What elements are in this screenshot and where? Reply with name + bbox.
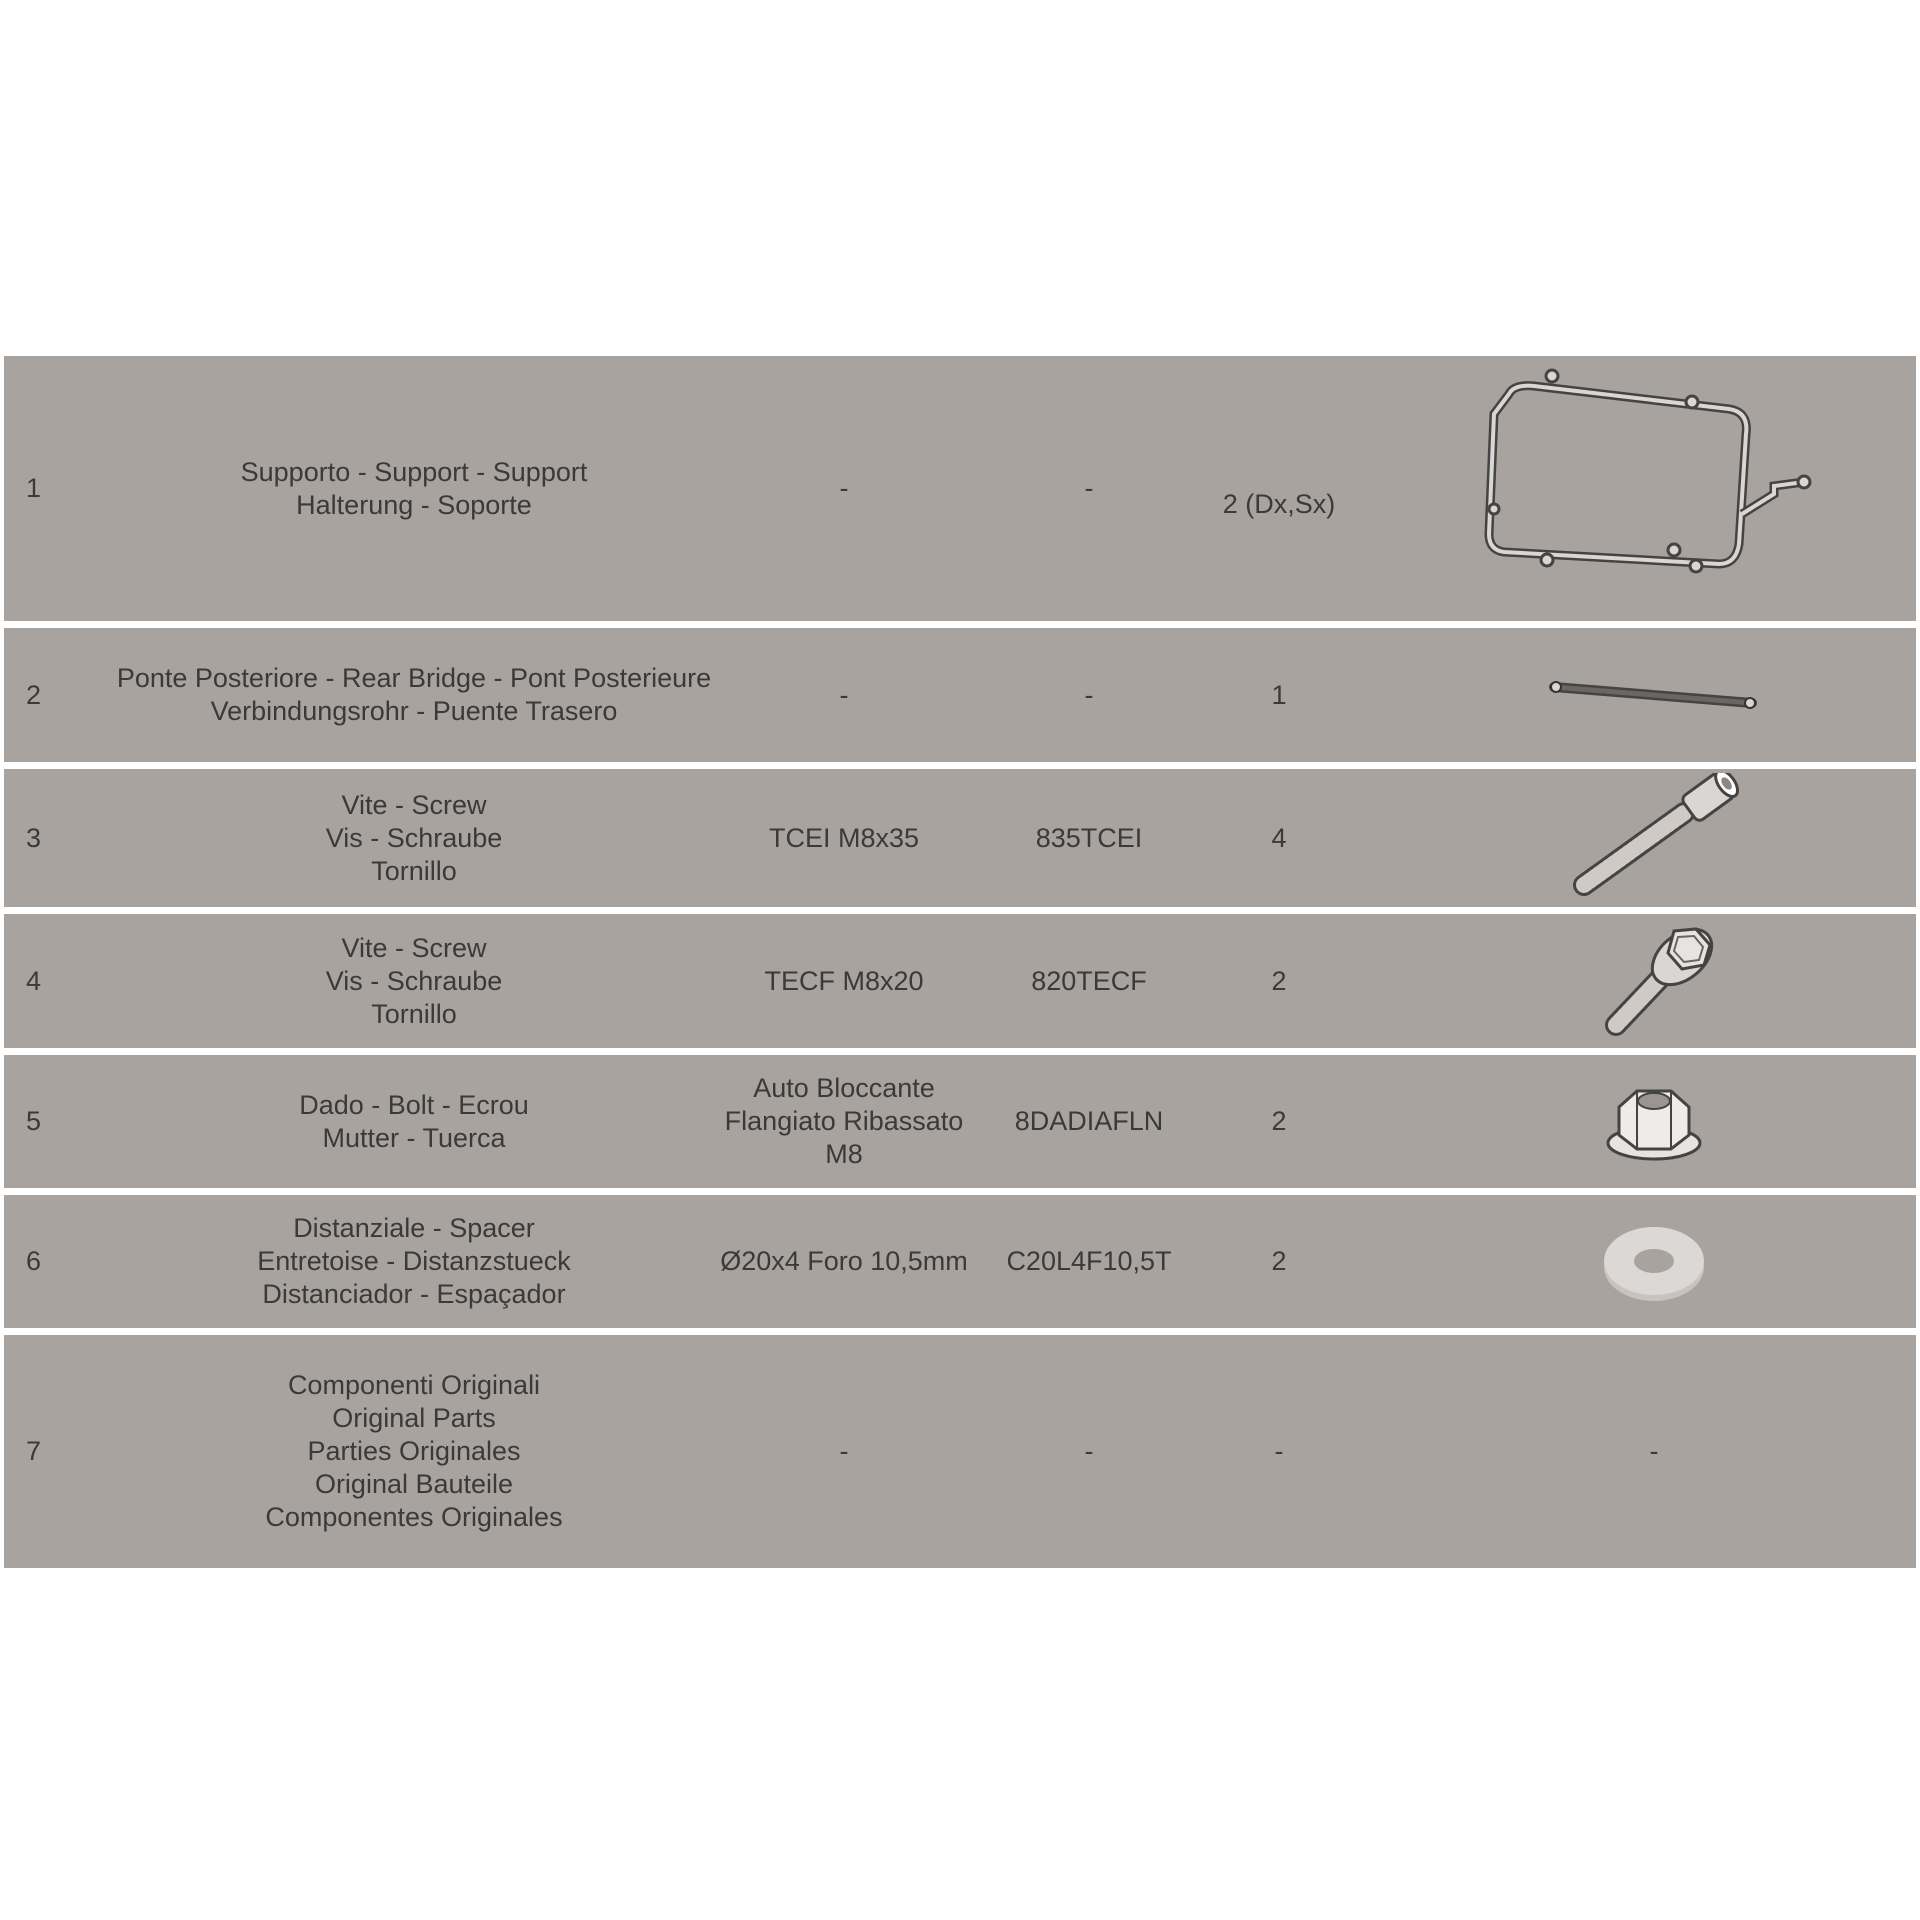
item-spec: Ø20x4 Foro 10,5mm: [720, 1246, 968, 1276]
item-quantity: 4: [1271, 822, 1287, 853]
item-description: Ponte Posteriore - Rear Bridge - Pont Posterieure Verbindungsrohr - Puente Trasero: [116, 663, 712, 726]
item-quantity: -: [1274, 1436, 1284, 1466]
item-number: 5: [26, 1106, 42, 1136]
hex-flange-screw-icon: [1454, 914, 1854, 1048]
item-quantity: 2: [1271, 1106, 1287, 1136]
rear-bridge-icon: [1454, 628, 1854, 762]
table-row: [4, 1335, 1916, 1568]
table-row: [4, 1055, 1916, 1195]
support-frame-icon: [1454, 356, 1854, 621]
item-quantity: 2 (Dx,Sx): [1222, 489, 1336, 519]
item-description: Supporto - Support - Support Halterung - Soporte: [240, 456, 588, 520]
item-spec: TCEI M8x35: [768, 822, 920, 853]
item-spec: TECF M8x20: [764, 965, 924, 996]
item-description: Vite - Screw Vis - Schraube Tornillo: [325, 789, 503, 886]
item-description: Vite - Screw Vis - Schraube Tornillo: [325, 932, 503, 1029]
item-spec: -: [839, 679, 849, 710]
flange-nut-icon: [1454, 1055, 1854, 1188]
item-code: -: [1084, 679, 1094, 710]
item-description: Distanziale - Spacer Entretoise - Distanzstueck Distanciador - Espaçador: [257, 1213, 571, 1309]
item-number: 6: [26, 1246, 42, 1276]
item-quantity: 2: [1271, 965, 1287, 996]
table-row: [4, 769, 1916, 914]
table-row: [4, 628, 1916, 769]
item-code: 835TCEI: [1035, 822, 1143, 853]
table-row: [4, 1195, 1916, 1335]
item-description: Componenti Originali Original Parts Parties Originales Original Bauteile Componentes Originales: [265, 1370, 563, 1532]
item-code: 820TECF: [1031, 965, 1147, 996]
item-code: -: [1084, 473, 1094, 503]
item-spec: -: [839, 473, 849, 503]
item-code: -: [1084, 1436, 1094, 1466]
parts-table: [4, 356, 1916, 1568]
item-number: 7: [26, 1436, 42, 1466]
item-image-placeholder: -: [1649, 1436, 1659, 1466]
item-number: 4: [26, 965, 42, 996]
socket-screw-icon: [1454, 769, 1854, 907]
item-quantity: 2: [1271, 1246, 1287, 1276]
item-number: 1: [26, 473, 42, 503]
table-row: [4, 356, 1916, 628]
item-code: C20L4F10,5T: [1006, 1246, 1172, 1276]
item-number: 2: [26, 679, 42, 710]
item-code: 8DADIAFLN: [1014, 1106, 1164, 1136]
item-description: Dado - Bolt - Ecrou Mutter - Tuerca: [299, 1089, 529, 1153]
table-row: [4, 914, 1916, 1055]
item-spec: -: [839, 1436, 849, 1466]
item-number: 3: [26, 822, 42, 853]
item-quantity: 1: [1271, 679, 1287, 710]
spacer-washer-icon: [1454, 1195, 1854, 1328]
item-spec: Auto Bloccante Flangiato Ribassato M8: [724, 1073, 964, 1169]
